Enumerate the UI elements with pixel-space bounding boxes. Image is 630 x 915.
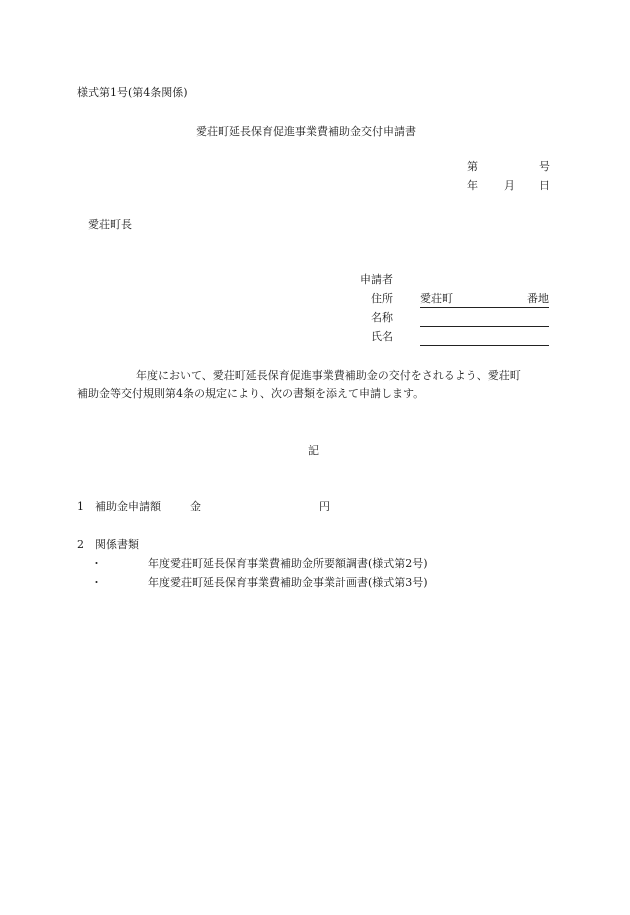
item2-number: 2 [77,538,84,551]
address-field[interactable] [420,292,549,308]
form-label: 様式第1号(第4条関係) [77,86,188,99]
person-field[interactable] [420,330,549,346]
item1-label: 補助金申請額 [95,500,161,513]
number-suffix: 号 [539,160,550,173]
item2-label: 関係書類 [95,538,139,551]
person-label: 氏名 [371,330,393,343]
doc-bullet: ・ [91,557,102,570]
ki-heading: 記 [308,444,319,457]
date-day: 日 [539,179,550,192]
doc-item: 年度愛荘町延長保育事業費補助金事業計画書(様式第3号) [148,576,428,589]
body-line-2: 補助金等交付規則第4条の規定により、次の書類を添えて申請します。 [77,387,425,400]
applicant-heading: 申請者 [360,273,393,286]
address-suffix: 番地 [527,292,549,305]
item1-kin: 金 [190,500,201,513]
doc-item: 年度愛荘町延長保育事業費補助金所要額調書(様式第2号) [148,557,428,570]
number-prefix: 第 [467,160,478,173]
doc-bullet: ・ [91,576,102,589]
date-month: 月 [504,179,515,192]
document-title: 愛荘町延長保育促進事業費補助金交付申請書 [196,125,416,138]
item1-yen: 円 [319,500,330,513]
addressee: 愛荘町長 [88,218,132,231]
address-town: 愛荘町 [420,292,453,305]
body-line-1: 年度において、愛荘町延長保育促進事業費補助金の交付をされるよう、愛荘町 [136,369,521,382]
item1-number: 1 [77,500,84,513]
address-label: 住所 [371,292,393,305]
name-field[interactable] [420,311,549,327]
name-label: 名称 [371,311,393,324]
date-year: 年 [467,179,478,192]
